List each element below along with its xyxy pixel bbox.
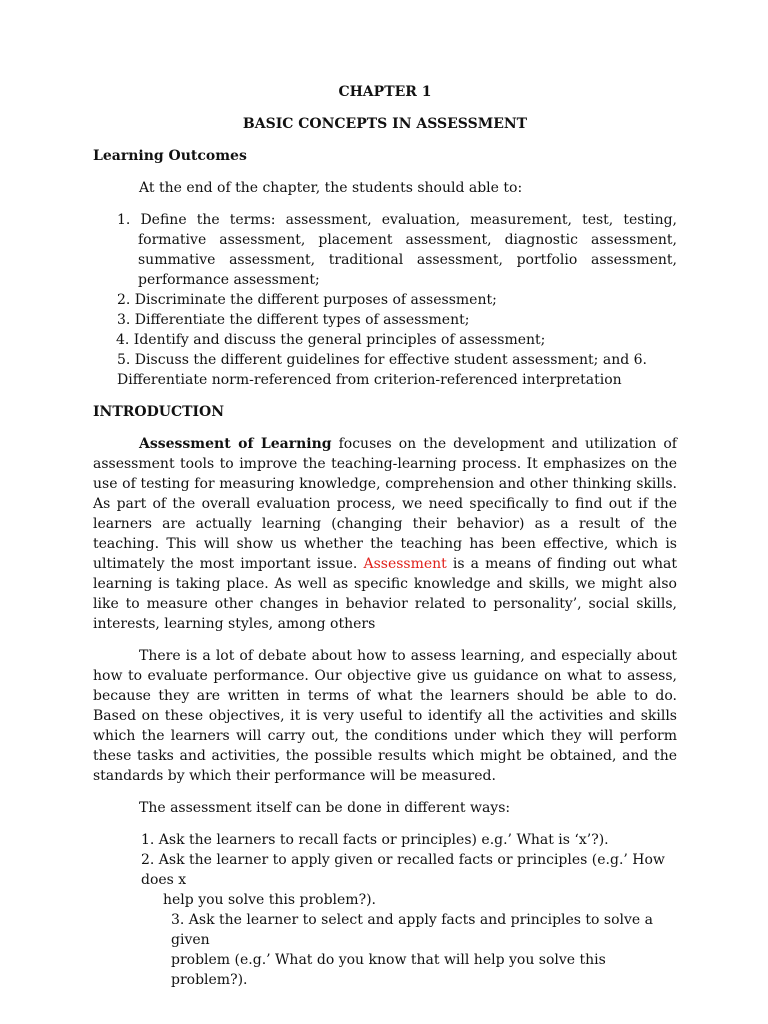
introduction-paragraph-3: The assessment itself can be done in different ways: <box>139 800 511 816</box>
learning-outcomes-heading: Learning Outcomes <box>93 148 247 164</box>
outcome-item-6: Differentiate norm-referenced from criterion-referenced interpretation <box>117 372 622 388</box>
outcome-item-3: 3. Differentiate the different types of assessment; <box>117 312 470 328</box>
learning-outcomes-list <box>93 210 677 390</box>
paragraph-1-text-b: is a means of finding out what learning is taking place. As well as specific knowledge and skills, we might also like to measure other changes in behavior related to personality’, social skills, interests, learning styles, among others <box>93 556 677 632</box>
chapter-label: CHAPTER 1 <box>338 84 432 100</box>
outcome-item-2: 2. Discriminate the different purposes of assessment; <box>117 292 497 308</box>
way-item-3-continued: problem (e.g.’ What do you know that will help you solve this problem?). <box>171 952 606 988</box>
introduction-heading: INTRODUCTION <box>93 404 225 420</box>
assessment-highlight: Assessment <box>363 556 447 572</box>
outcome-item-5: 5. Discuss the different guidelines for effective student assessment; and 6. <box>117 352 647 368</box>
way-item-2-continued: help you solve this problem?). <box>163 892 376 908</box>
learning-outcomes-intro: At the end of the chapter, the students should able to: <box>139 180 523 196</box>
outcome-item-4: 4. Identify and discuss the general principles of assessment; <box>116 332 546 348</box>
assessment-ways-list <box>93 830 677 990</box>
chapter-title: BASIC CONCEPTS IN ASSESSMENT <box>242 116 528 132</box>
way-item-1: 1. Ask the learners to recall facts or principles) e.g.’ What is ‘x’?). <box>141 832 609 848</box>
document-page <box>93 82 677 990</box>
way-item-2: 2. Ask the learner to apply given or recalled facts or principles (e.g.’ How does x <box>141 852 665 888</box>
outcome-item-1: 1. Define the terms: assessment, evaluation, measurement, test, testing, formative assessment, placement assessment, diagnostic assessment, summative assessment, traditional assessment, portfolio assessment, performance assessment; <box>117 212 677 288</box>
paragraph-1-text-a: focuses on the development and utilization of assessment tools to improve the teaching-learning process. It emphasizes on the use of testing for measuring knowledge, comprehension and other thinking skills. As part of the overall evaluation process, we need specifically to find out if the learners are actually learning (changing their behavior) as a result of the teaching. This will show us whether the teaching has been effective, which is ultimately the most important issue. <box>93 436 677 572</box>
assessment-of-learning-term: Assessment of Learning <box>139 436 332 452</box>
introduction-paragraph-1 <box>93 434 677 634</box>
introduction-paragraph-2: There is a lot of debate about how to assess learning, and especially about how to evaluate performance. Our objective give us guidance on what to assess, because they are written in terms of what the learners should be able to do. Based on these objectives, it is very useful to identify all the activities and skills which the learners will carry out, the conditions under which they will perform these tasks and activities, the possible results which might be obtained, and the standards by which their performance will be measured. <box>93 648 677 784</box>
way-item-3: 3. Ask the learner to select and apply facts and principles to solve a given <box>171 912 654 948</box>
